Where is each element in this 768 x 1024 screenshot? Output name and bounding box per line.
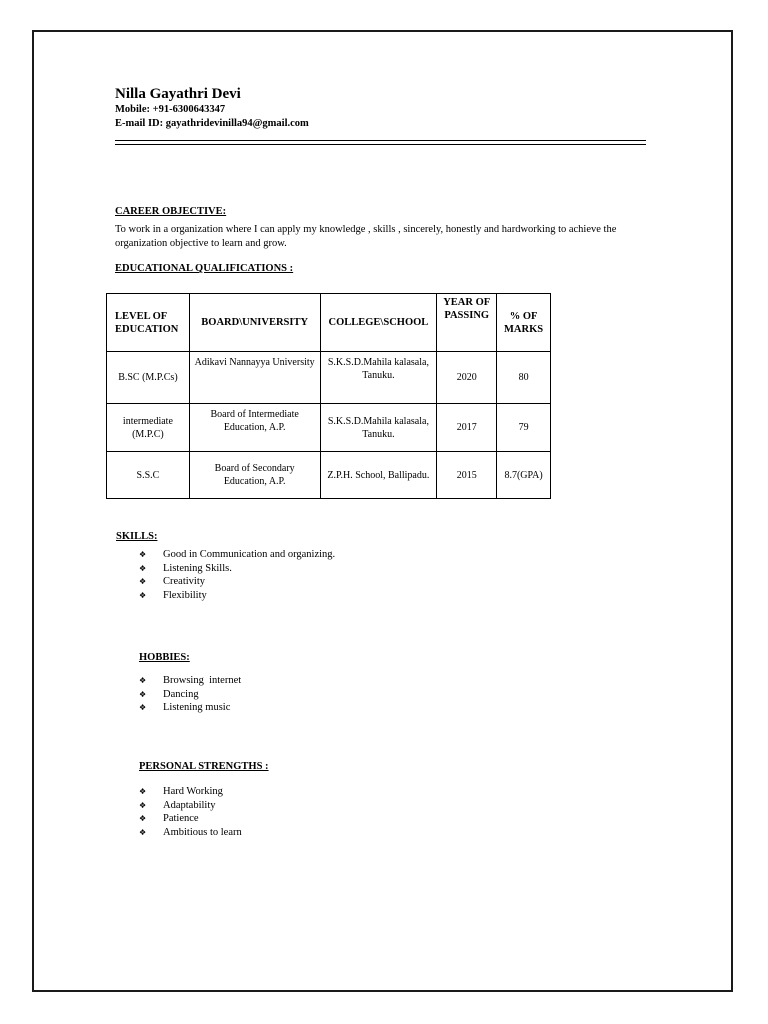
list-item bbox=[139, 562, 335, 576]
column-header: % OF MARKS bbox=[497, 294, 551, 352]
email-address: E-mail ID: gayathridevinilla94@gmail.com bbox=[115, 118, 309, 129]
list-item-text: Dancing bbox=[163, 688, 199, 700]
table-cell: 79 bbox=[497, 404, 551, 452]
diamond-bullet-icon: ❖ bbox=[139, 563, 147, 573]
list-item-text: Good in Communication and organizing. bbox=[163, 549, 336, 560]
career-objective-heading: CAREER OBJECTIVE: bbox=[115, 206, 227, 217]
list-item-text: Adaptability bbox=[163, 799, 216, 811]
list-item-text: Listening Skills. bbox=[163, 562, 232, 574]
list-item-text: Listening music bbox=[163, 702, 231, 713]
table-cell: B.SC (M.P.Cs) bbox=[107, 352, 190, 404]
list-item bbox=[139, 548, 335, 562]
table-cell: 80 bbox=[497, 352, 551, 404]
table-cell: S.K.S.D.Mahila kalasala, Tanuku. bbox=[320, 352, 437, 404]
list-item bbox=[139, 826, 242, 840]
list-item-text: Hard Working bbox=[163, 786, 223, 797]
list-item-text: Flexibility bbox=[163, 589, 207, 601]
list-item-text: Patience bbox=[163, 813, 199, 824]
table-cell: Z.P.H. School, Ballipadu. bbox=[320, 452, 437, 499]
table-cell: Adikavi Nannayya University bbox=[189, 352, 320, 404]
diamond-bullet-icon: ❖ bbox=[139, 590, 147, 600]
table-cell: 2015 bbox=[437, 452, 497, 499]
diamond-bullet-icon: ❖ bbox=[139, 800, 147, 810]
skills-heading: SKILLS: bbox=[116, 531, 158, 542]
table-row bbox=[107, 352, 551, 404]
list-item bbox=[139, 701, 241, 715]
skills-list bbox=[139, 548, 335, 602]
table-cell: Board of Intermediate Education, A.P. bbox=[189, 404, 320, 452]
diamond-bullet-icon: ❖ bbox=[139, 689, 147, 699]
column-header: COLLEGE\SCHOOL bbox=[320, 294, 437, 352]
table-cell: intermediate (M.P.C) bbox=[107, 404, 190, 452]
column-header: BOARD\UNIVERSITY bbox=[189, 294, 320, 352]
table-row bbox=[107, 452, 551, 499]
diamond-bullet-icon: ❖ bbox=[139, 787, 147, 796]
list-item-text: Creativity bbox=[163, 576, 205, 587]
list-item-text: Browsing internet bbox=[163, 675, 242, 686]
table-cell: S.S.C bbox=[107, 452, 190, 499]
table-cell: 2020 bbox=[437, 352, 497, 404]
column-header: LEVEL OF EDUCATION bbox=[107, 294, 190, 352]
diamond-bullet-icon: ❖ bbox=[139, 814, 147, 823]
hobbies-list bbox=[139, 674, 241, 715]
list-item bbox=[139, 589, 335, 603]
career-objective-text: To work in a organization where I can apply my knowledge , skills , sincerely, honestly and hardworking to achieve the organization objective to learn and grow. bbox=[115, 224, 617, 249]
hobbies-heading: HOBBIES: bbox=[139, 652, 190, 663]
list-item bbox=[139, 688, 241, 702]
education-table bbox=[106, 293, 551, 499]
diamond-bullet-icon: ❖ bbox=[139, 827, 147, 837]
page-border bbox=[32, 30, 733, 992]
header-divider-bottom bbox=[115, 144, 646, 145]
candidate-name: Nilla Gayathri Devi bbox=[115, 86, 241, 102]
header-divider-top bbox=[115, 140, 646, 141]
diamond-bullet-icon: ❖ bbox=[139, 703, 147, 712]
list-item-text: Ambitious to learn bbox=[163, 826, 242, 838]
table-cell: Board of Secondary Education, A.P. bbox=[189, 452, 320, 499]
diamond-bullet-icon: ❖ bbox=[139, 676, 147, 685]
table-cell: S.K.S.D.Mahila kalasala, Tanuku. bbox=[320, 404, 437, 452]
mobile-number: Mobile: +91-6300643347 bbox=[115, 104, 226, 115]
table-cell: 2017 bbox=[437, 404, 497, 452]
diamond-bullet-icon: ❖ bbox=[139, 577, 147, 586]
diamond-bullet-icon: ❖ bbox=[139, 550, 147, 559]
table-cell: 8.7(GPA) bbox=[497, 452, 551, 499]
list-item bbox=[139, 799, 242, 813]
column-header: YEAR OF PASSING bbox=[437, 294, 497, 352]
education-heading: EDUCATIONAL QUALIFICATIONS : bbox=[115, 263, 294, 274]
strengths-list bbox=[139, 785, 242, 839]
list-item bbox=[139, 674, 241, 688]
table-row bbox=[107, 404, 551, 452]
strengths-heading: PERSONAL STRENGTHS : bbox=[139, 761, 269, 772]
list-item bbox=[139, 785, 242, 799]
list-item bbox=[139, 575, 335, 589]
table-header-row bbox=[107, 294, 551, 352]
list-item bbox=[139, 812, 242, 826]
